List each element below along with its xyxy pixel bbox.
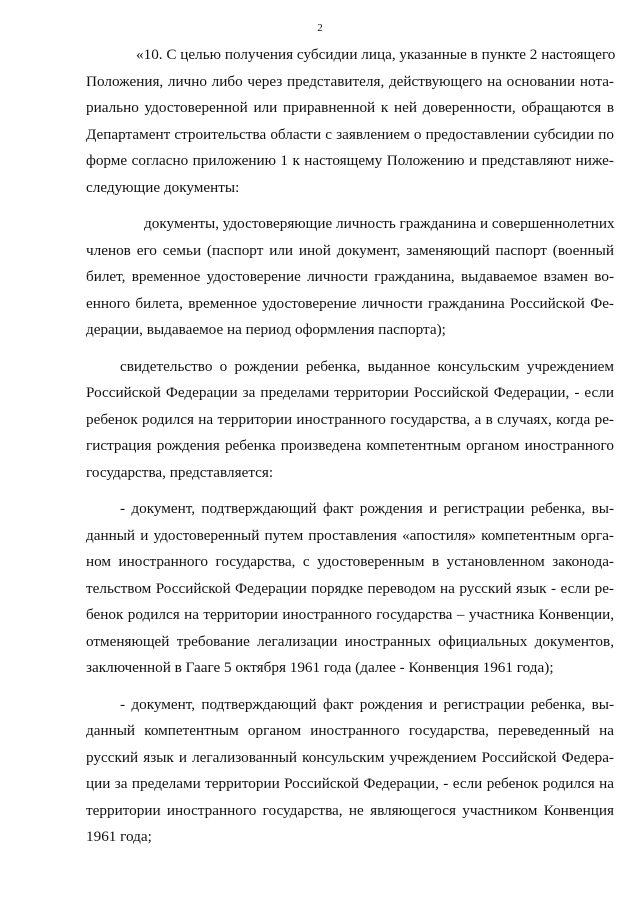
- text-line: отменяющей требование легализации иностранных официальных документов,: [86, 632, 614, 650]
- text-line: - документ, подтверждающий факт рождения и регистрации ребенка, вы-: [120, 695, 614, 713]
- text-line: государства, представляется:: [86, 463, 274, 481]
- paragraph-apostille-document: [86, 496, 614, 682]
- text-line: тельством Российской Федерации порядке переводом на русский язык - если ре-: [86, 579, 614, 597]
- text-line: ции за пределами территории Российской Федерации, - если ребенок родился на: [86, 775, 614, 792]
- text-line: территории иностранного государства, не являющегося участником Конвенция: [86, 801, 614, 819]
- text-line: билет, временное удостоверение личности гражданина, выдаваемое взамен во-: [86, 268, 614, 285]
- text-line: данный и удостоверенный путем проставления «апостиля» компетентным орга-: [86, 526, 614, 544]
- text-line: ребенок родился на территории иностранного государства, а в случаях, когда ре-: [86, 410, 614, 428]
- text-line: дерации, выдаваемое на период оформления паспорта);: [86, 321, 446, 338]
- text-line: членов его семьи (паспорт или иной документ, заменяющий паспорт (военный: [86, 241, 614, 259]
- text-line: документы, удостоверяющие личность гражданина и совершеннолетних: [144, 215, 615, 232]
- paragraph-legalized-document: [86, 692, 614, 851]
- page-number: 2: [317, 22, 323, 34]
- text-line: «10. С целью получения субсидии лица, указанные в пункте 2 настоящего: [136, 46, 616, 63]
- text-line: форме согласно приложению 1 к настоящему Положению и представляют ниже-: [86, 152, 614, 169]
- text-line: свидетельство о рождении ребенка, выданное консульским учреждением: [120, 357, 614, 375]
- text-line: русский язык и легализованный консульским учреждением Российской Федера-: [86, 748, 614, 766]
- text-line: Департамент строительства области с заявлением о предоставлении субсидии по: [86, 125, 614, 143]
- text-line: следующие документы:: [86, 178, 240, 196]
- text-line: Российской Федерации за пределами территории Российской Федерации, - если: [86, 384, 614, 401]
- text-line: - документ, подтверждающий факт рождения и регистрации ребенка, вы-: [120, 500, 614, 517]
- text-line: риально удостоверенной или приравненной к ней доверенности, обращаются в: [86, 99, 614, 116]
- text-line: 1961 года;: [86, 828, 152, 845]
- paragraph-identity-documents: [86, 211, 614, 344]
- paragraph-birth-certificate: [86, 354, 614, 487]
- paragraph-gap: [86, 344, 614, 354]
- paragraph-subsidy-application: [86, 42, 614, 201]
- document-body: [86, 42, 614, 851]
- paragraph-gap: [86, 486, 614, 496]
- text-line: заключенной в Гааге 5 октября 1961 года (далее - Конвенция 1961 года);: [86, 659, 554, 676]
- paragraph-gap: [86, 201, 614, 211]
- text-line: ном иностранного государства, с удостоверенным в установленном законода-: [86, 553, 614, 570]
- text-line: енного билета, временное удостоверение личности гражданина Российской Фе-: [86, 294, 614, 312]
- text-line: Положения, лично либо через представителя, действующего на основании нота-: [86, 72, 614, 90]
- paragraph-gap: [86, 682, 614, 692]
- text-line: гистрация рождения ребенка произведена компетентным органом иностранного: [86, 437, 614, 454]
- text-line: бенок родился на территории иностранного государства – участника Конвенции,: [86, 606, 614, 623]
- text-line: данный компетентным органом иностранного государства, переведенный на: [86, 722, 614, 739]
